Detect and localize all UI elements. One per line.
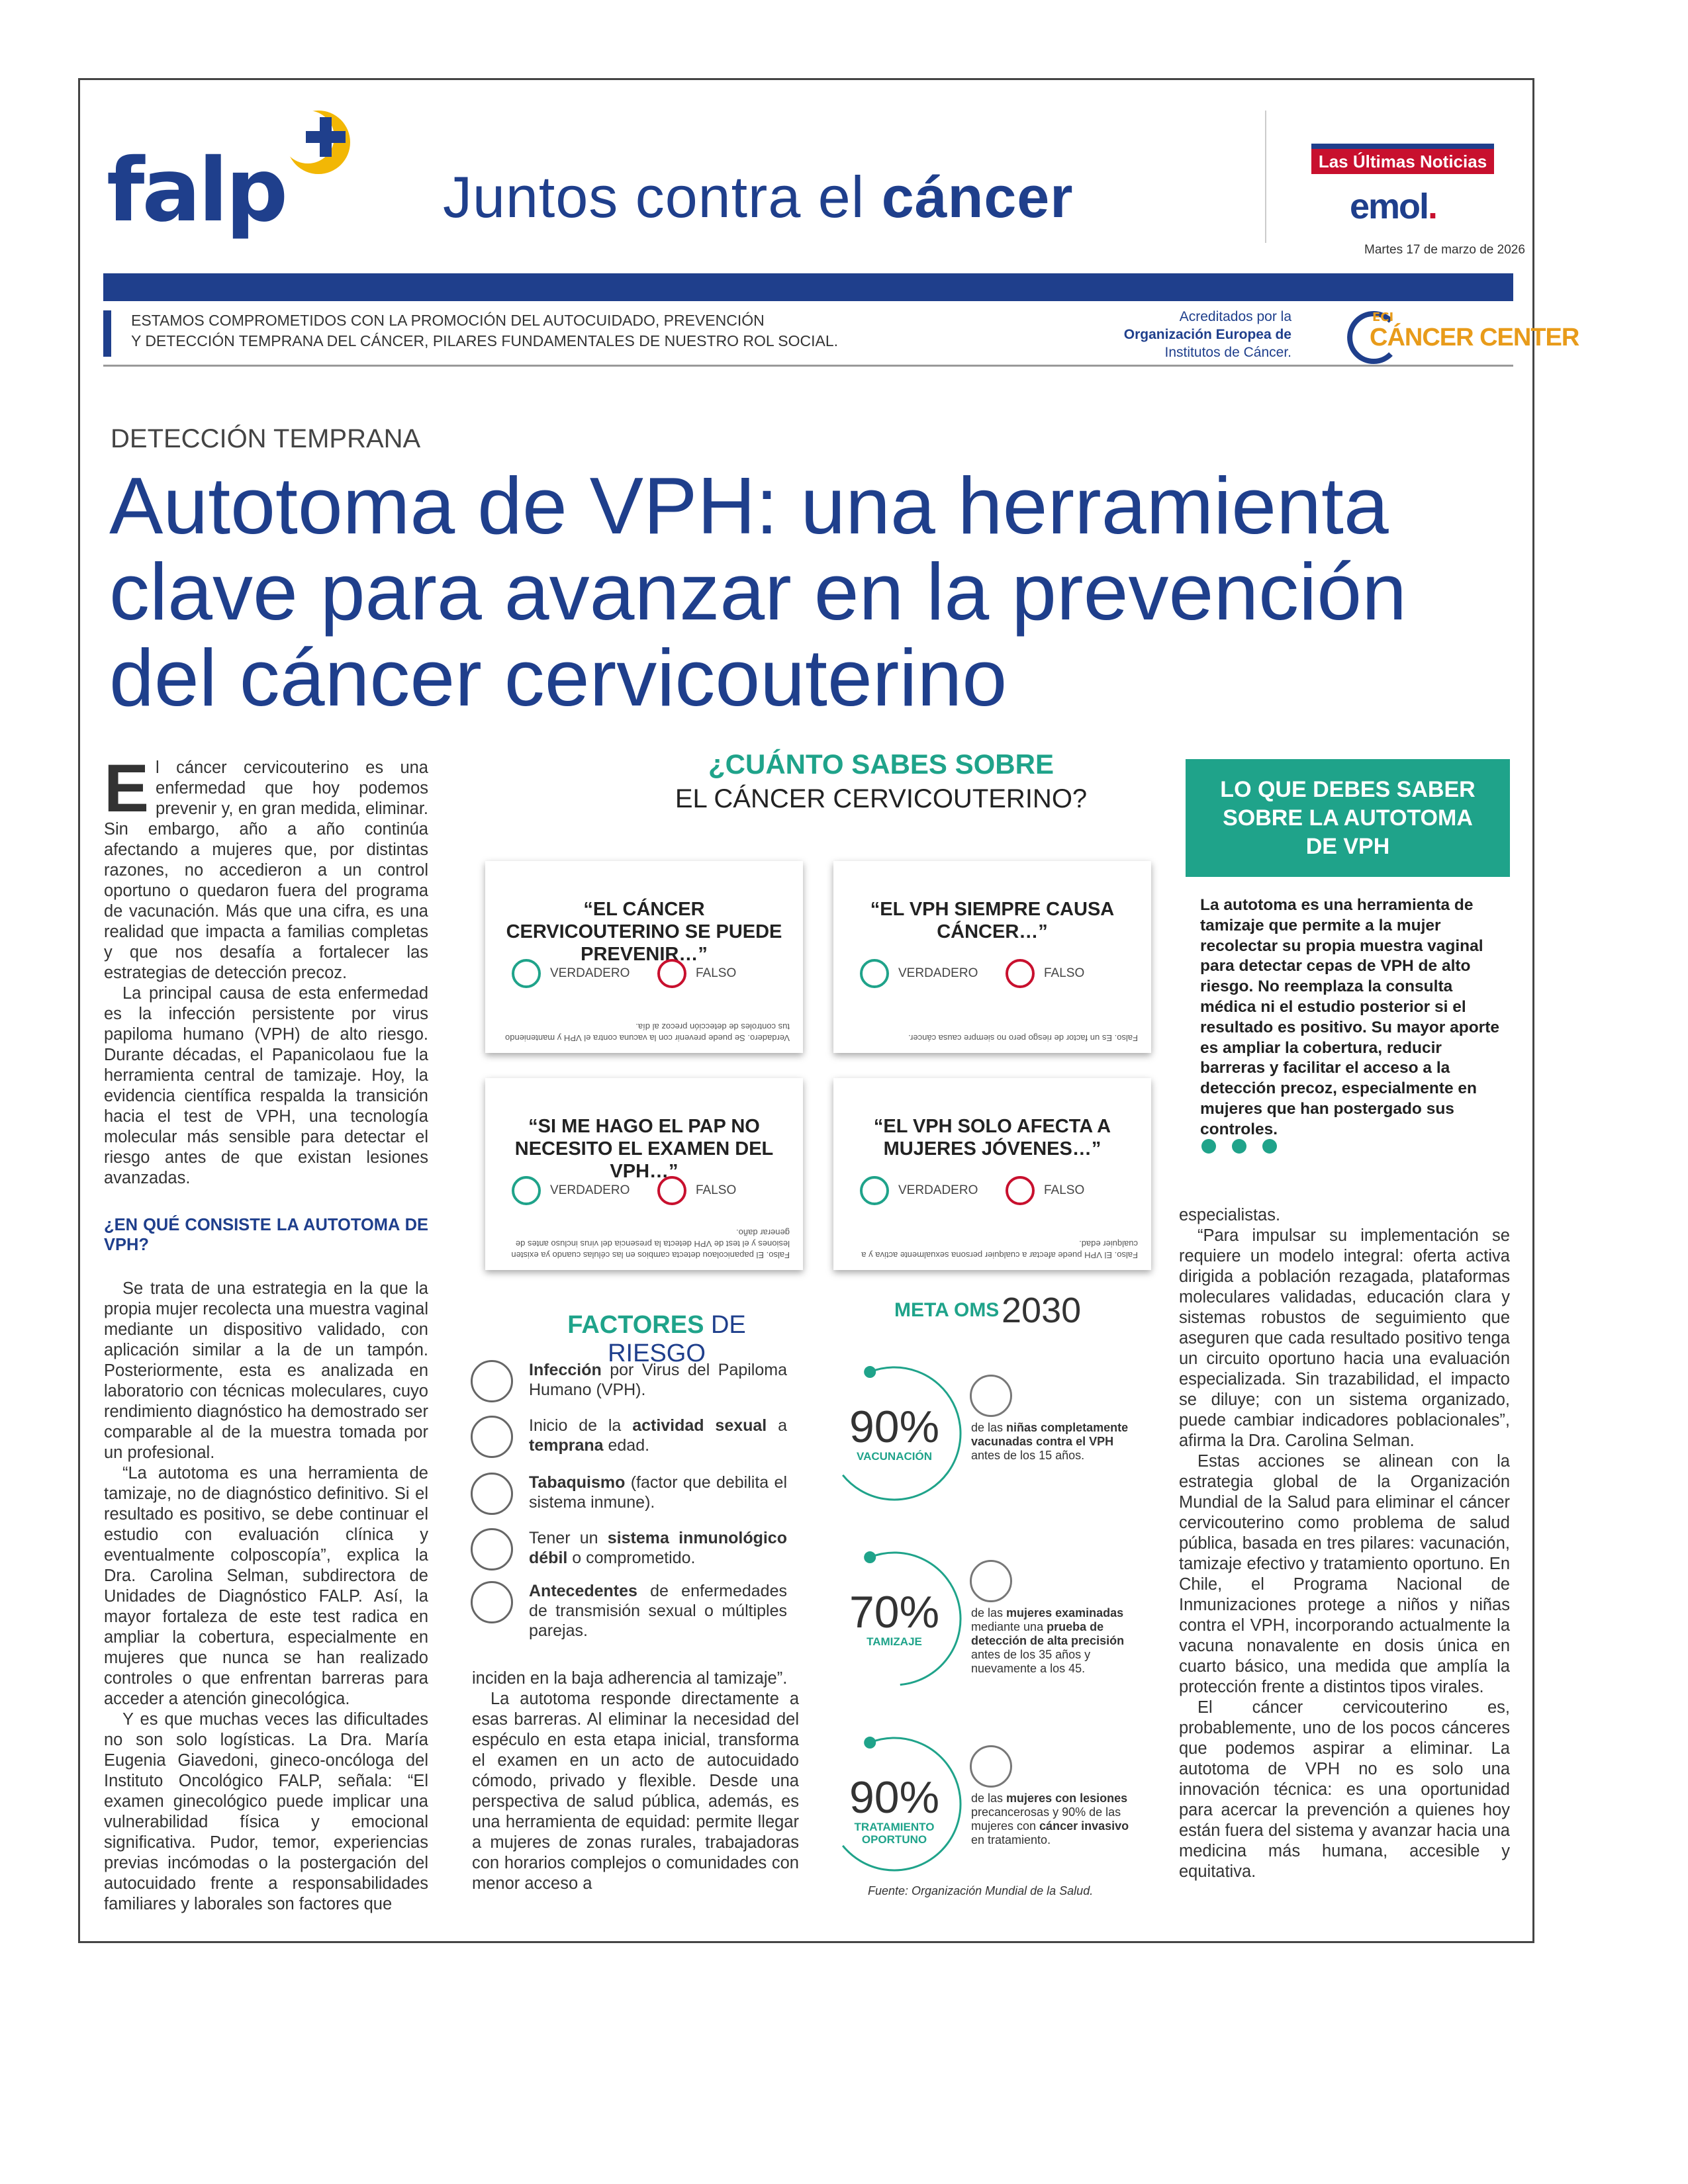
progress-dot [864, 1551, 876, 1563]
subheading: ¿EN QUÉ CONSISTE LA AUTOTOMA DE VPH? [104, 1216, 428, 1254]
syringe-icon [970, 1375, 1012, 1417]
microbe-icon [471, 1581, 513, 1623]
quiz-title: ¿CUÁNTO SABES SOBRE [708, 749, 1054, 780]
quiz-option-false[interactable] [657, 1176, 736, 1205]
radio-false-icon[interactable] [1006, 959, 1035, 988]
stat-percentage: 90% [849, 1772, 940, 1823]
article-column-4 [1179, 1205, 1510, 1882]
option-label: VERDADERO [898, 1183, 978, 1197]
quiz-subtitle: EL CÁNCER CERVICOUTERINO? [675, 784, 1088, 813]
section-kicker: DETECCIÓN TEMPRANA [111, 424, 421, 453]
progress-dot [864, 1366, 876, 1378]
paragraph: “Para impulsar su implementación se requiere un modelo integral: oferta activa dirigida a población rezagada, plataformas moleculares validadas, educación clara y sistemas robustos de seguimiento que aseguren que cada resultado positivo tenga un circuito oportuno hacia una evaluación especializada. Sin trazabilidad, el impacto se diluye; con un sistema organizado, puede cambiar indicadores poblacionales”, afirma la Dra. Carolina Selman. [1179, 1226, 1510, 1450]
header-bar [103, 273, 1513, 301]
stat-percentage: 90% [849, 1402, 940, 1452]
quiz-option-true[interactable] [860, 959, 978, 988]
risk-factor-text: Inicio de la actividad sexual a temprana edad. [529, 1416, 788, 1455]
falp-logo [107, 101, 418, 242]
who-stat [821, 1357, 1219, 1516]
header-divider [1265, 111, 1266, 243]
partner-lun: Las Últimas Noticias [1311, 144, 1494, 174]
quiz-option-false[interactable] [657, 959, 736, 988]
paragraph: inciden en la baja adherencia al tamizaje”. [472, 1669, 788, 1688]
quiz-question: “SI ME HAGO EL PAP NO NECESITO EL EXAMEN DEL VPH…” [514, 1116, 774, 1182]
stat-label: VACUNACIÓN [857, 1450, 932, 1463]
know-box-title: LO QUE DEBES SABER SOBRE LA AUTOTOMA DE VPH [1186, 759, 1510, 877]
person-icon [471, 1416, 513, 1458]
svg-text:ECI: ECI [1372, 310, 1394, 324]
mission-statement: ESTAMOS COMPROMETIDOS CON LA PROMOCIÓN DEL AUTOCUIDADO, PREVENCIÓN Y DETECCIÓN TEMPRANA DEL CÁNCER, PILARES FUNDAMENTALES DE NUESTRO ROL SOCIAL. [103, 310, 898, 357]
newspaper-page [78, 78, 1579, 1943]
quiz-card [485, 1078, 803, 1270]
eci-cancer-center: CÁNCER CENTER [1370, 324, 1579, 351]
stat-description: de las niñas completamente vacunadas contra el VPH antes de los 15 años. [971, 1421, 1129, 1462]
cigarette-icon [471, 1473, 513, 1515]
stat-percentage: 70% [849, 1587, 940, 1637]
radio-true-icon[interactable] [860, 1176, 889, 1205]
radio-true-icon[interactable] [512, 959, 541, 988]
radio-false-icon[interactable] [657, 959, 686, 988]
stat-description: de las mujeres con lesiones precancerosas y 90% de las mujeres con cáncer invasivo en tratamiento. [971, 1792, 1129, 1846]
quiz-answer: Falso. El VPH puede afectar a cualquier persona sexualmente activa y a cualquier edad. [861, 1239, 1138, 1260]
quiz-card [833, 1078, 1151, 1270]
risk-factor-text: Antecedentes de enfermedades de transmisión sexual o múltiples parejas. [529, 1582, 787, 1640]
source-note: Fuente: Organización Mundial de la Salud. [868, 1884, 1094, 1897]
paragraph: Se trata de una estrategia en la que la propia mujer recolecta una muestra vaginal mediante un dispositivo validado, con aplicación similar a la de un tampón. Posteriormente, esta es analizada en laboratorio con técnicas moleculares, cuyo rendimiento diagnóstico ha demostrado ser comparable al de la muestra tomada por un profesional. [104, 1279, 428, 1462]
risk-factor-text: Infección por Virus del Papiloma Humano (VPH). [529, 1361, 787, 1399]
paragraph: especialistas. [1179, 1206, 1281, 1224]
know-box-body: La autotoma es una herramienta de tamizaje que permite a la mujer recolectar su propia muestra vaginal para detectar cepas de VPH de alto riesgo. No reemplaza la consulta médica ni el estudio posterior si el resultado es positivo. Su mayor aporte es ampliar la cobertura, reducir barreras y facilitar el acceso a la detección precoz, especialmente en mujeres que han postergado sus controles. [1200, 896, 1500, 1138]
quiz-answer: Verdadero. Se puede prevenir con la vacuna contra el VPH y manteniendo tus controles de detección precoz al día. [505, 1022, 790, 1043]
quiz-option-false[interactable] [1006, 959, 1084, 988]
risk-factors-title: FACTORES DE RIESGO [567, 1311, 746, 1367]
paragraph: La autotoma responde directamente a esas barreras. Al eliminar la necesidad del espéculo en esta etapa inicial, transforma el examen en un acto de autocuidado cómodo, privado y flexible. Desde una perspectiva de salud pública, además, es una herramienta de equidad: permite llegar a mujeres de zonas rurales, trabajadoras con horarios complejos o comunidades con menor acceso a [472, 1690, 799, 1893]
quiz-card [833, 861, 1151, 1053]
header-rule [103, 365, 1513, 367]
option-label: FALSO [696, 966, 737, 980]
issue-date: Martes 17 de marzo de 2026 [1364, 243, 1525, 257]
radio-true-icon[interactable] [860, 959, 889, 988]
option-label: FALSO [1044, 1183, 1085, 1197]
option-label: FALSO [1044, 966, 1085, 980]
paragraph: La principal causa de esta enfermedad es la infección persistente por virus papiloma humano (VPH) de alto riesgo. Durante décadas, el Papanicolaou fue la herramienta central de tamizaje. Hoy, la evidencia científica respalda la transición hacia el test de VPH, una tecnología molecular más sensible para detectar el riesgo antes de que existan lesiones avanzadas. [104, 984, 428, 1187]
paragraph: “La autotoma es una herramienta de tamizaje, no de diagnóstico definitivo. Si el resultado es positivo, se debe continuar el estudio con evaluación clínica y eventualmente colposcopía”, explica la Dra. Carolina Selman, subdirectora de Unidades de Diagnóstico FALP. Así, la mayor fortaleza de este test radica en ampliar la cobertura, especialmente en mujeres que nunca se han realizado controles o que enfrentan barreras para acceder a atención ginecológica. [104, 1464, 428, 1708]
option-label: VERDADERO [898, 966, 978, 980]
paragraph: El cáncer cervicouterino es, probablemente, uno de los pocos cánceres que podemos aspirar a eliminar. La autotoma de VPH no es solo una innovación técnica: es una oportunidad para acercar la prevención a quienes hoy están fuera del sistema y avanzar hacia una medicina más humana, accesible y equitativa. [1179, 1698, 1510, 1881]
stat-description: de las mujeres examinadas mediante una prueba de detección de alta precisión antes de los 35 años y nuevamente a los 45. [971, 1606, 1125, 1675]
brand-wordmark: falp [107, 140, 286, 242]
virus-icon [471, 1360, 513, 1402]
headline: Autotoma de VPH: una herramienta clave para avanzar en la prevención del cáncer cervicouterino [109, 461, 1407, 723]
quiz-option-true[interactable] [512, 1176, 630, 1205]
progress-dot [864, 1737, 876, 1749]
radio-false-icon[interactable] [657, 1176, 686, 1205]
ellipsis-dots [1201, 1139, 1293, 1157]
who-goal-title: META OMS [894, 1299, 1000, 1321]
who-stat [821, 1728, 1219, 1887]
lead-paragraph: El cáncer cervicouterino es una enfermedad que hoy podemos prevenir y, en gran medida, eliminar. Sin embargo, año a año continúa afectando a mujeres que, por distintas razones, no accedieron a un control oportuno o quedaron fuera del programa de vacunación. Más que una cifra, es una realidad que impacta a familias completas y que nos desafía a fortalecer las estrategias de detección precoz. [104, 751, 428, 982]
accreditation: Acreditados por la Organización Europea de Institutos de Cáncer. [1123, 309, 1291, 360]
quiz-answer: Falso. El papanicolaou detecta cambios en las células cuando ya existen lesiones y el test de VPH detecta la presencia del virus incluso antes de generar daño. [511, 1228, 790, 1260]
quiz-option-true[interactable] [512, 959, 630, 988]
risk-factor-text: Tener un sistema inmunológico débil o comprometido. [529, 1529, 787, 1567]
quiz-option-false[interactable] [1006, 1176, 1084, 1205]
paragraph: Estas acciones se alinean con la estrategia global de la Organización Mundial de la Salud para eliminar el cáncer cervicouterino como problema de salud pública, basada en tres pilares: vacunación, tamizaje efectivo y tratamiento oportuno. En Chile, el Programa Nacional de Inmunizaciones protege a niños y niñas contra el VPH, incorporando actualmente la vacuna nonavalente en dosis única en cuarto básico, una medida que amplía la protección frente a distintos tipos virales. [1179, 1452, 1510, 1696]
quiz-question: “EL CÁNCER CERVICOUTERINO SE PUEDE PREVENIR…” [506, 899, 782, 965]
quiz-answer: Falso. Es un factor de riesgo pero no siempre causa cáncer. [908, 1033, 1138, 1043]
stat-label: TRATAMIENTO OPORTUNO [854, 1821, 935, 1846]
microscope-icon [970, 1560, 1012, 1602]
treatment-icon [970, 1745, 1012, 1788]
radio-false-icon[interactable] [1006, 1176, 1035, 1205]
article-column-2 [472, 1668, 799, 1894]
paragraph: Y es que muchas veces las dificultades no son solo logísticas. La Dra. María Eugenia Giavedoni, gineco-oncóloga del Instituto Oncológico FALP, señala: “El examen ginecológico puede implicar una vulnerabilidad física y emocional significativa. Pudor, temor, experiencias previas incómodas o la postergación del autocuidado frente a responsabilidades familiares y laborales son factores que [104, 1710, 428, 1913]
partner-emol: emol. [1350, 187, 1437, 226]
who-goal-year: 2030 [1002, 1291, 1082, 1330]
risk-factor-text: Tabaquismo (factor que debilita el sistema inmune). [529, 1473, 787, 1512]
option-label: FALSO [696, 1183, 737, 1197]
option-label: VERDADERO [550, 1183, 630, 1197]
stat-label: TAMIZAJE [867, 1635, 922, 1648]
quiz-card [485, 861, 803, 1053]
article-column-1 [104, 751, 428, 1915]
immune-icon [471, 1528, 513, 1570]
radio-true-icon[interactable] [512, 1176, 541, 1205]
quiz-question: “EL VPH SIEMPRE CAUSA CÁNCER…” [870, 899, 1115, 942]
who-stat [821, 1543, 1219, 1702]
quiz-question: “EL VPH SOLO AFECTA A MUJERES JÓVENES…” [873, 1116, 1111, 1160]
quiz-option-true[interactable] [860, 1176, 978, 1205]
option-label: VERDADERO [550, 966, 630, 980]
tagline: Juntos contra el cáncer [443, 164, 1074, 230]
drop-cap: E [104, 751, 150, 826]
